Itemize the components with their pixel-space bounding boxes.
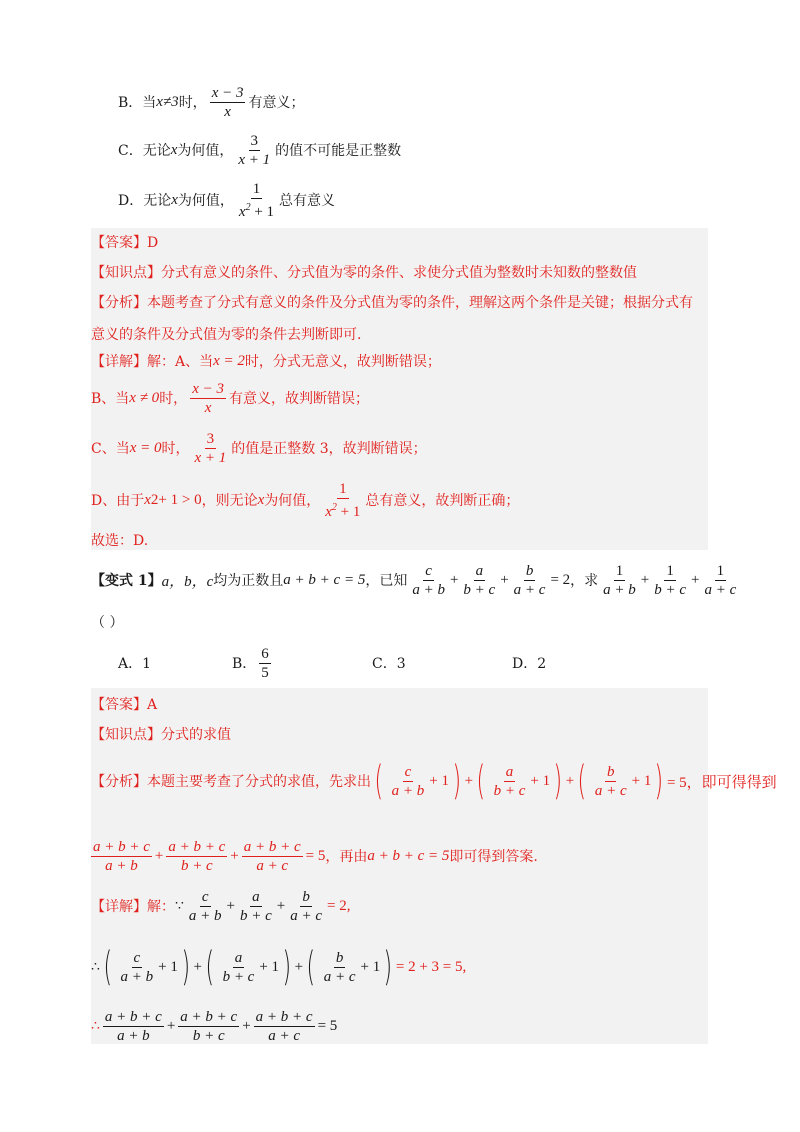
fraction: $\frac{a}{b + c}$ — [493, 763, 526, 799]
analysis-2-line-1: 【分析】本题主要考查了分式的求值，先求出 ( $\frac{c}{a + b}$ + 1 ) + ( $\frac{a}{b + c}$ + 1 ) + ( $\frac{b}{a + c}$ + 1 ) = 5，即可得得到 — [91, 758, 777, 804]
fraction: $\frac{3}{x + 1}$ — [238, 132, 271, 168]
fraction: $\frac{6}{5}$ — [261, 645, 269, 681]
fraction: $\frac{1}{a + c}$ — [704, 562, 737, 598]
option-c: C．无论 x 为何值， $\frac{3}{x + 1}$ 的值不可能是正整数 — [118, 132, 402, 168]
detail-1-a: 【详解】解：A、当 x = 2 时，分式无意义，故判断错误； — [91, 352, 441, 370]
fraction: $\frac{a + b + c}{a + c}$ — [255, 1008, 313, 1044]
detail-1-d: D、由于 x 2 + 1 > 0 ，则无论 x 为何值， $\frac{1}{x^2 + 1}$ 总有意义，故判断正确； — [91, 480, 520, 520]
option-d: D．无论 x 为何值， $\frac{1}{x^2 + 1}$ 总有意义 — [118, 180, 336, 220]
variant-question: 【变式 1】 a，b，c 均为正数且 a + b + c = 5 ，已知 $\frac{c}{a + b}$ + $\frac{a}{b + c}$ + $\frac{b}{a + c}$ = 2 ，求 $\frac{1}{a + b}$ + $\frac{1}{b + c}$ + $\frac{1}{a + c}$ — [91, 562, 737, 598]
fraction: $\frac{b}{a + c}$ — [594, 763, 627, 799]
fraction: $\frac{a}{b + c}$ — [240, 888, 272, 924]
variant-option-d: D．2 — [512, 656, 547, 672]
detail-1-c: C、当 x = 0 时， $\frac{3}{x + 1}$ 的值是正整数 3，故判断错误； — [91, 430, 427, 466]
variant-option-a: A．1 — [118, 656, 152, 672]
fraction: $\frac{a}{b + c}$ — [222, 949, 255, 985]
analysis-2-line-2: $\frac{a + b + c}{a + b}$ + $\frac{a + b + c}{b + c}$ + $\frac{a + b + c}{a + c}$ = 5 ，再由 a + b + c = 5 即可得到答案. — [93, 838, 538, 874]
fraction: $\frac{1}{b + c}$ — [654, 562, 687, 598]
answer-label-1: 【答案】D — [91, 235, 159, 251]
fraction: $\frac{b}{a + c}$ — [323, 949, 356, 985]
fraction: $\frac{1}{a + b}$ — [603, 562, 636, 598]
fraction: $\frac{c}{a + b}$ — [120, 949, 154, 985]
knowledge-point-2: 【知识点】分式的求值 — [91, 727, 231, 743]
fraction: $\frac{a}{b + c}$ — [463, 562, 496, 598]
fraction: $\frac{b}{a + c}$ — [513, 562, 546, 598]
fraction: $\frac{x - 3}{x}$ — [211, 84, 244, 120]
analysis-1-line-1: 【分析】本题考查了分式有意义的条件及分式值为零的条件，理解这两个条件是关键；根据分式有 — [91, 295, 693, 311]
detail-2-line-3: ∴ $\frac{a + b + c}{a + b}$ + $\frac{a + b + c}{b + c}$ + $\frac{a + b + c}{a + c}$ = 5 — [91, 1008, 338, 1044]
fraction: $\frac{b}{a + c}$ — [290, 888, 323, 924]
option-b: B．当 x≠3 时， $\frac{x - 3}{x}$ 有意义； — [118, 84, 305, 120]
fraction: $\frac{x - 3}{x}$ — [192, 380, 224, 416]
detail-1-b: B、当 x ≠ 0 时， $\frac{x - 3}{x}$ 有意义，故判断错误； — [91, 380, 369, 416]
answer-label-2: 【答案】A — [91, 697, 158, 713]
detail-2-line-2: ∴ ( $\frac{c}{a + b}$ + 1 ) + ( $\frac{a}{b + c}$ + 1 ) + ( $\frac{b}{a + c}$ + 1 ) = 2 + 3 = 5, — [91, 944, 467, 990]
fraction: $\frac{c}{a + b}$ — [412, 562, 445, 598]
variant-option-c: C．3 — [372, 656, 406, 672]
fraction: $\frac{a + b + c}{a + b}$ — [104, 1008, 162, 1044]
fraction: $\frac{a + b + c}{a + c}$ — [243, 838, 301, 874]
fraction: $\frac{1}{x^2 + 1}$ — [238, 180, 275, 220]
fraction: $\frac{c}{a + b}$ — [391, 763, 425, 799]
answer-paren: （ ） — [91, 615, 124, 631]
knowledge-point-1: 【知识点】分式有意义的条件、分式值为零的条件、求使分式值为整数时未知数的整数值 — [91, 265, 637, 281]
fraction: $\frac{a + b + c}{a + b}$ — [93, 838, 150, 874]
analysis-1-line-2: 意义的条件及分式值为零的条件去判断即可. — [91, 327, 362, 343]
fraction: $\frac{1}{x^2 + 1}$ — [325, 480, 361, 520]
fraction: $\frac{3}{x + 1}$ — [194, 430, 227, 466]
fraction: $\frac{a + b + c}{b + c}$ — [168, 838, 226, 874]
detail-2-line-1: 【详解】解： ∵ $\frac{c}{a + b}$ + $\frac{a}{b + c}$ + $\frac{b}{a + c}$ = 2, — [91, 888, 351, 924]
choice-1: 故选：D. — [91, 533, 149, 549]
fraction: $\frac{c}{a + b}$ — [188, 888, 222, 924]
fraction: $\frac{a + b + c}{b + c}$ — [180, 1008, 238, 1044]
variant-option-b: B． $\frac{6}{5}$ — [232, 645, 269, 681]
